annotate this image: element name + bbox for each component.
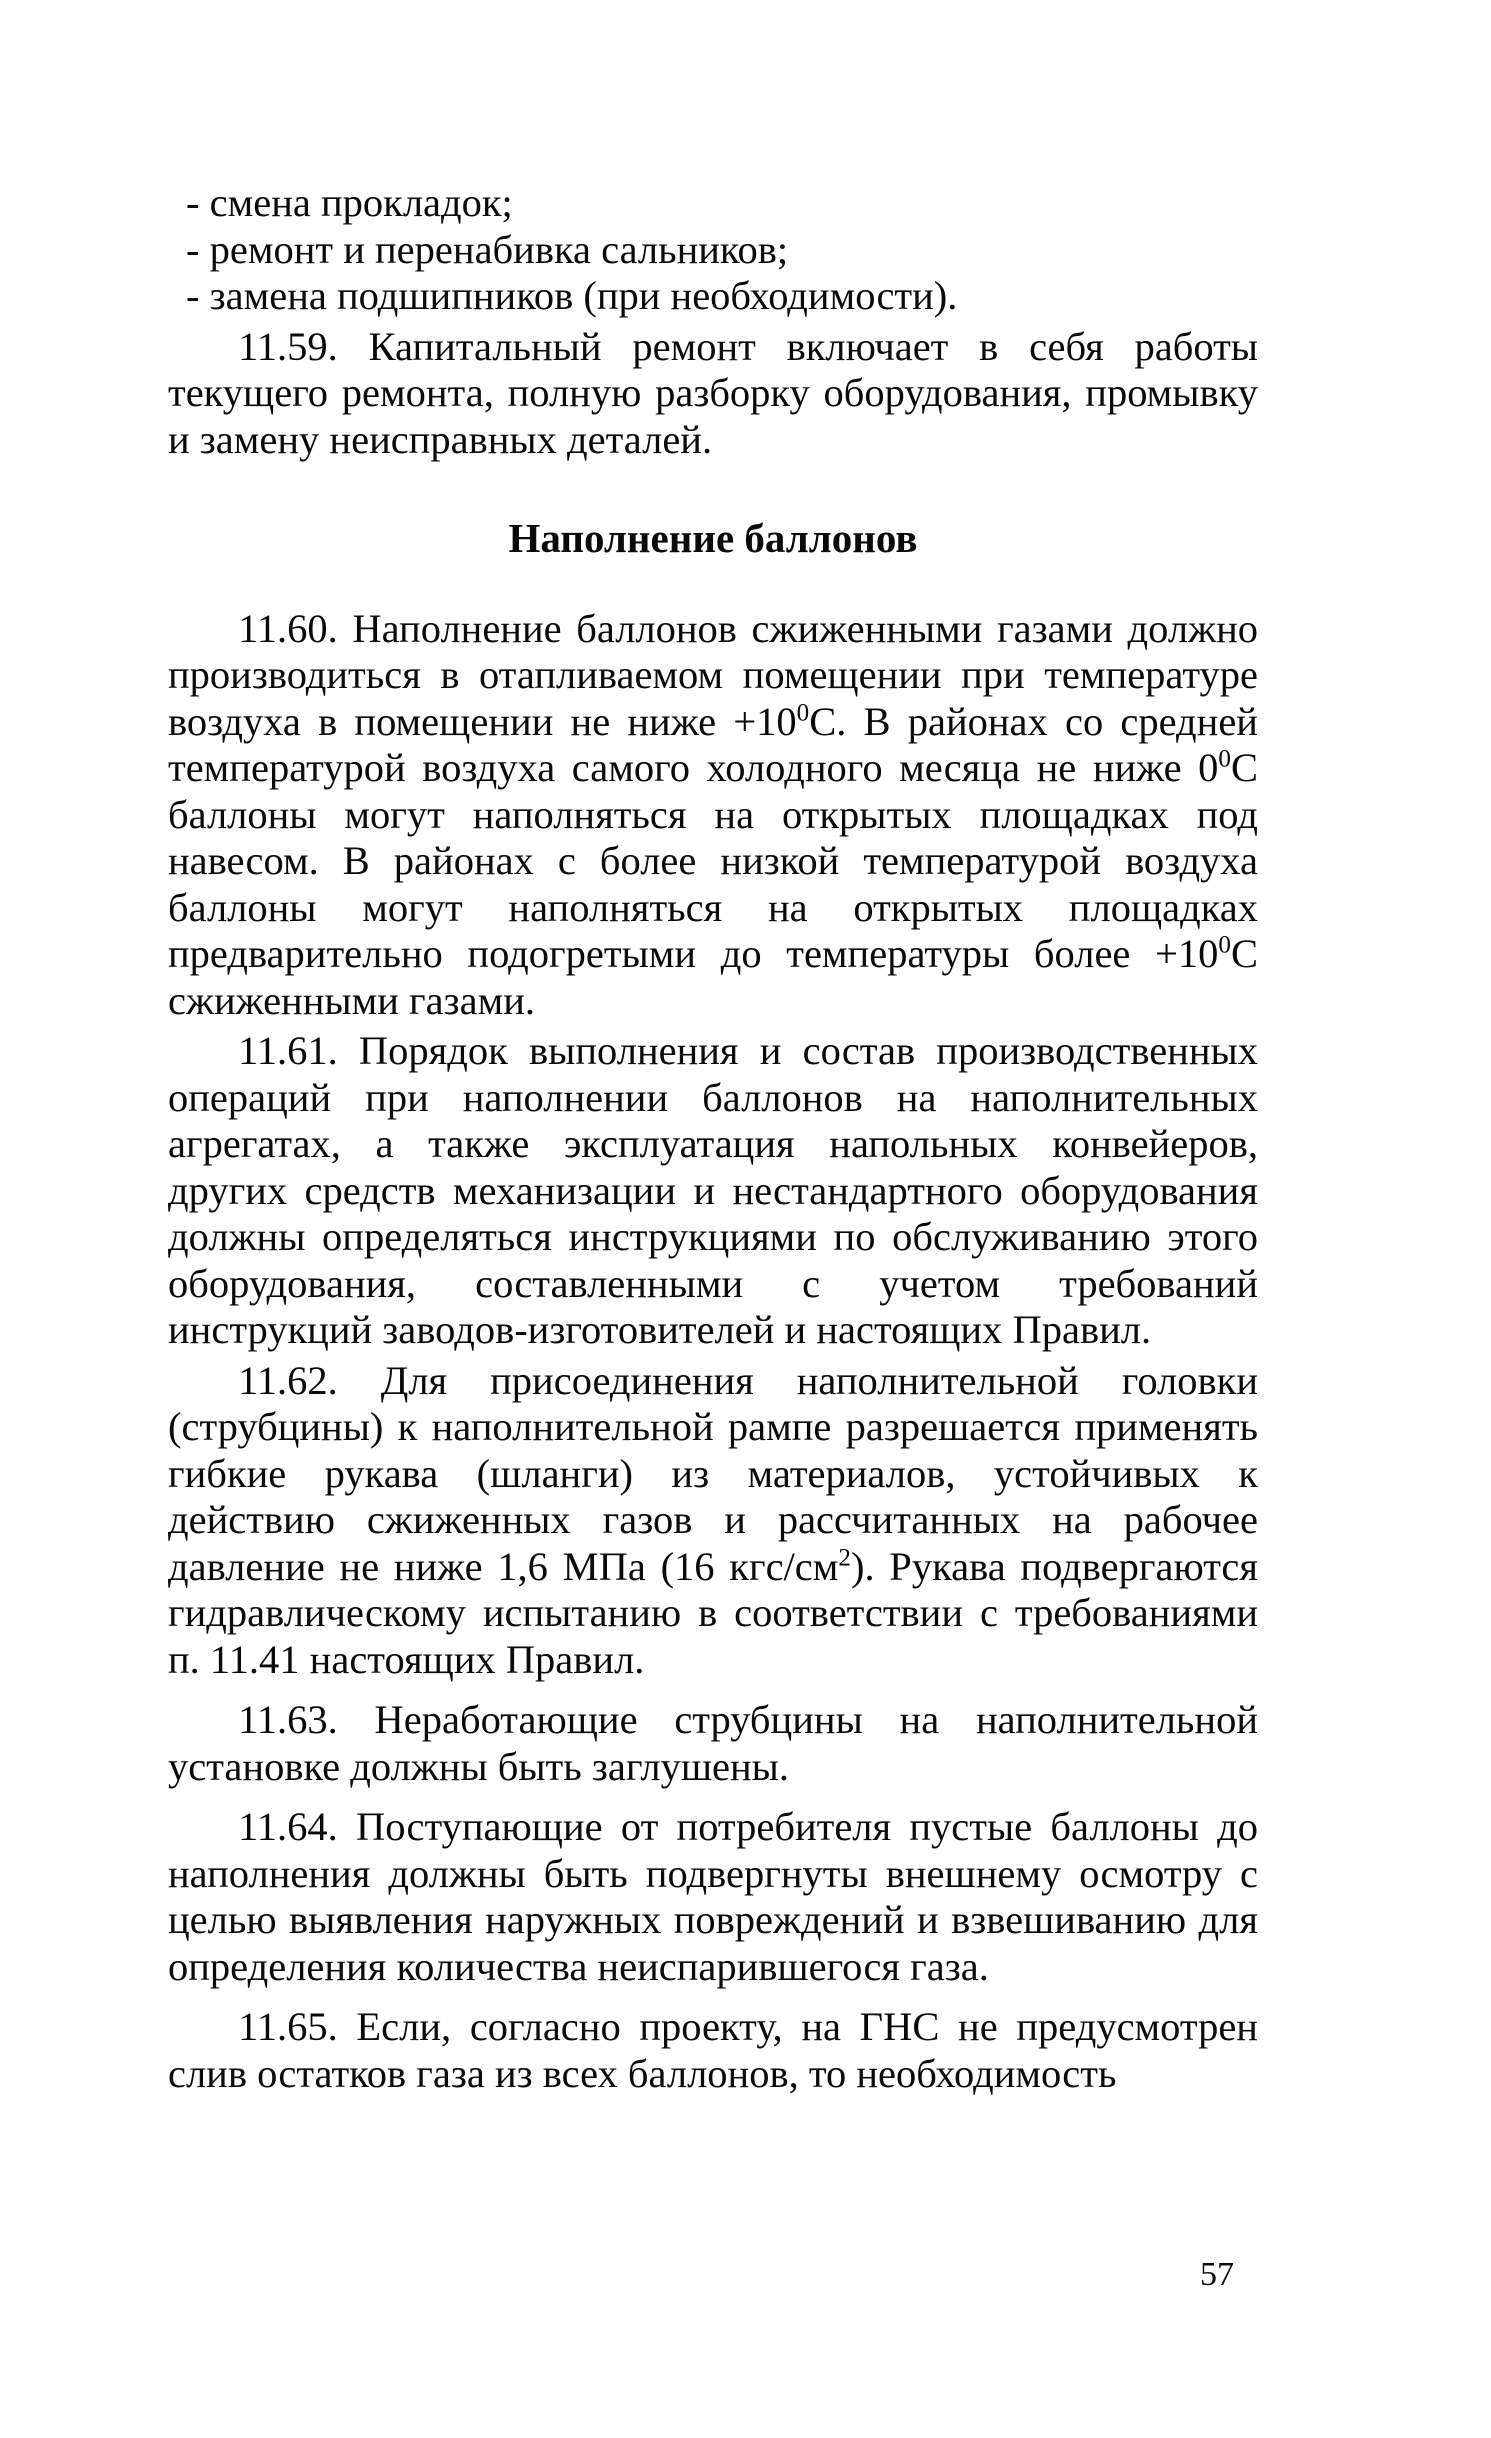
page-body [168,180,1258,2097]
paragraph-11-64: 11.64. Поступающие от потребителя пустые баллоны до наполнения должны быть подвергнуты внешнему осмотру с целью выявления наружных повреждений и взвешиванию для определения количества неиспарившегося газа. [168,1804,1258,1989]
paragraph-text: С сжиженными газами. [168,931,1258,1023]
square-superscript: 2 [838,1544,851,1571]
degree-mark: 0 [796,699,810,726]
paragraph-11-63: 11.63. Неработающие струбцины на наполнительной установке должны быть заглушены. [168,1697,1258,1789]
paragraph-text: 11.62. Для присоединения наполнительной головки (струбцины) к наполнительной рампе разрешается применять гибкие рукава (шланги) из материалов, устойчивых к действию сжиженных газов и рассчитанных на рабочее давление не ниже 1,6 МПа (16 кгс/см [168,1357,1258,1589]
paragraph-11-59: 11.59. Капитальный ремонт включает в себя работы текущего ремонта, полную разборку оборудования, промывку и замену неисправных деталей. [168,323,1258,462]
paragraph-11-61: 11.61. Порядок выполнения и состав производственных операций при наполнении баллонов на наполнительных агрегатах, а также эксплуатация напольных конвейеров, других средств механизации и нестандартного оборудования должны определяться инструкциями по обслуживанию этого оборудования, составленными с учетом требований инструкций заводов-изготовителей и настоящих Правил. [168,1028,1258,1352]
list-item: - смена прокладок; [186,180,513,225]
page-number: 57 [1200,2256,1234,2293]
degree-mark: 0 [1218,931,1231,959]
section-heading: Наполнение баллонов [508,515,918,561]
paragraph-text: 11.60. Наполнение баллонов сжиженными газами должно производиться в отапливаемом помещении при температуре воздуха в помещении не ниже +10 [168,605,1258,744]
paragraph-11-62 [168,1358,1258,1684]
list-item: - ремонт и перенабивка сальников; [186,226,789,272]
paragraph-11-65: 11.65. Если, согласно проекту, на ГНС не предусмотрен слив остатков газа из всех баллонов, то необходимость [168,2004,1258,2096]
degree-mark: 0 [1218,745,1231,773]
list-item: - замена подшипников (при необходимости). [186,273,958,318]
paragraph-text: ). Рукава подвергаются гидравлическому испытанию в соответствии с требованиями п. 11.41 настоящих Правил. [168,1543,1258,1682]
paragraph-text: С. В районах со средней температурой воздуха самого холодного месяца не ниже 0 [168,698,1258,790]
paragraph-11-60 [168,606,1258,1025]
paragraph-text: С баллоны могут наполняться на открытых площадках под навесом. В районах с более низкой температурой воздуха баллоны могут наполняться на открытых площадках предварительно подогретыми до температуры более +10 [168,745,1258,976]
